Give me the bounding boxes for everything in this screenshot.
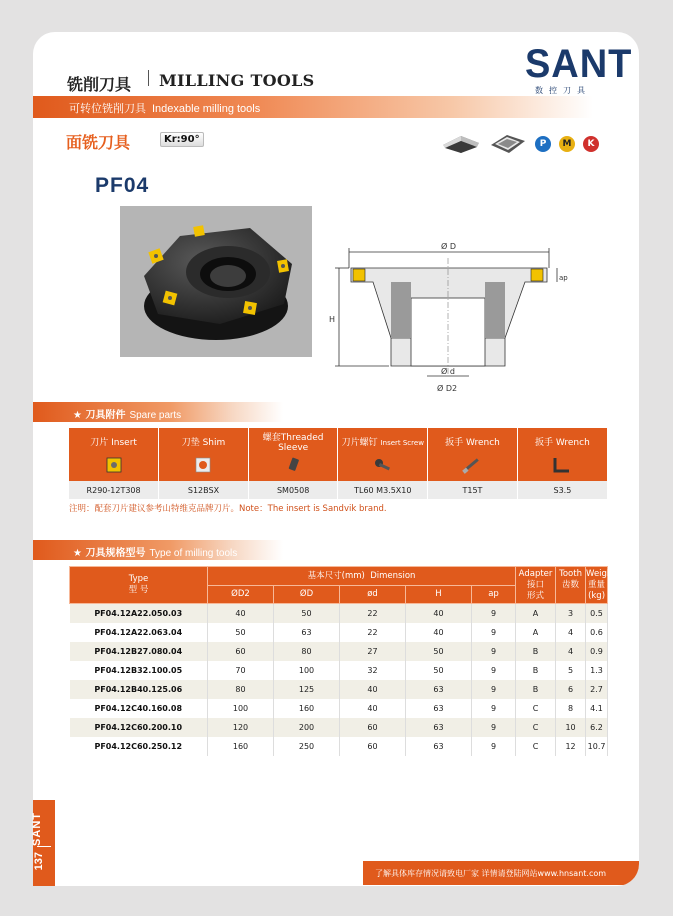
spec-value-cell: B [516, 661, 556, 680]
spec-value-cell: B [516, 680, 556, 699]
insert-note: 注明：配套刀片建议参考山特维克品牌刀片。Note：The insert is Sandvik brand. [69, 504, 387, 514]
footer-contact-text: 了解具体库存情况请致电厂家 详情请登陆网站www.hnsant.com [375, 869, 607, 878]
specs-subheader-bore: ød [340, 586, 406, 604]
header-divider [148, 70, 149, 86]
spec-value-cell: 0.9 [586, 642, 608, 661]
brand-logo-sub: 数控刀具 [535, 86, 591, 95]
spare-value-wrench-1: T15T [428, 481, 518, 499]
spec-value-cell: 0.5 [586, 604, 608, 623]
spec-value-cell: 125 [274, 680, 340, 699]
spare-value-insert: R290-12T308 [69, 481, 159, 499]
spec-value-cell: 160 [208, 737, 274, 756]
spec-value-cell: 5 [556, 661, 586, 680]
table-row [70, 699, 608, 718]
spare-parts-heading-zh: ★ 刀具附件 [73, 410, 126, 421]
spec-value-cell: 12 [556, 737, 586, 756]
spec-type-cell: PF04.12B27.080.04 [70, 642, 208, 661]
product-photo [120, 206, 312, 357]
spec-value-cell: 250 [274, 737, 340, 756]
spec-value-cell: 6 [556, 680, 586, 699]
spec-value-cell: 27 [340, 642, 406, 661]
side-logo: SANT [31, 812, 43, 846]
spec-value-cell: 9 [472, 604, 516, 623]
spec-type-cell: PF04.12C40.160.08 [70, 699, 208, 718]
header-title-en: MILLING TOOLS [159, 71, 315, 90]
insert-shape-icon-1 [441, 133, 481, 155]
spec-value-cell: 40 [208, 604, 274, 623]
spare-parts-heading [73, 406, 181, 421]
specs-subheader-d: ØD [274, 586, 340, 604]
band-text-en: Indexable milling tools [152, 103, 261, 115]
material-m-icon: M [559, 136, 575, 152]
specs-header-weight: Weight 重量 (kg) [586, 567, 608, 604]
dim-ap-label: ap [559, 274, 568, 282]
spare-header-wrench-1: 扳手 Wrench [428, 428, 518, 453]
specs-table [69, 566, 616, 756]
spec-value-cell: 3 [556, 604, 586, 623]
insert-shape-icons [441, 132, 599, 156]
table-row [70, 604, 608, 623]
side-separator [37, 846, 51, 847]
spare-header-sleeve: 螺套Threaded Sleeve [248, 428, 338, 453]
spare-header-shim: 刀垫 Shim [159, 428, 249, 453]
spec-value-cell: 4.1 [586, 699, 608, 718]
spec-value-cell: 50 [208, 623, 274, 642]
dim-D2-label: Ø D2 [437, 384, 458, 393]
spec-value-cell: 63 [406, 718, 472, 737]
table-row [70, 623, 608, 642]
spec-value-cell: 9 [472, 661, 516, 680]
material-k-icon: K [583, 136, 599, 152]
spec-value-cell: 40 [340, 699, 406, 718]
spec-value-cell: 100 [208, 699, 274, 718]
brand-logo [523, 42, 633, 96]
spec-value-cell: 40 [340, 680, 406, 699]
spec-value-cell: 60 [208, 642, 274, 661]
spec-type-cell: PF04.12B40.125.06 [70, 680, 208, 699]
table-row [70, 642, 608, 661]
insert-shape-icon-2 [489, 132, 527, 156]
spec-value-cell: 4 [556, 623, 586, 642]
spec-value-cell: 8 [556, 699, 586, 718]
spec-value-cell: 9 [472, 642, 516, 661]
spec-value-cell: 50 [274, 604, 340, 623]
spec-value-cell: 40 [406, 604, 472, 623]
table-row [70, 718, 608, 737]
spec-value-cell: 70 [208, 661, 274, 680]
spec-value-cell: C [516, 699, 556, 718]
specs-header-adapter: Adapter 接口 形式 [516, 567, 556, 604]
spec-value-cell: 9 [472, 737, 516, 756]
spare-header-wrench-2: 扳手 Wrench [517, 428, 607, 453]
hex-wrench-icon [517, 453, 607, 481]
specs-header-tooth: Tooth 齿数 [556, 567, 586, 604]
spec-value-cell: 32 [340, 661, 406, 680]
spare-header-insert: 刀片 Insert [69, 428, 159, 453]
spec-value-cell: 1.3 [586, 661, 608, 680]
specs-heading-zh: ★ 刀具规格型号 [73, 548, 146, 559]
specs-subheader-h: H [406, 586, 472, 604]
insert-icon [69, 453, 159, 481]
spec-type-cell: PF04.12C60.200.10 [70, 718, 208, 737]
spec-value-cell: 22 [340, 623, 406, 642]
table-row [70, 737, 608, 756]
section-drawing [329, 238, 569, 378]
spec-value-cell: 50 [406, 642, 472, 661]
spec-value-cell: 2.7 [586, 680, 608, 699]
spec-value-cell: 9 [472, 623, 516, 642]
screw-icon [338, 453, 428, 481]
specs-subheader-d2: ØD2 [208, 586, 274, 604]
spec-value-cell: C [516, 718, 556, 737]
specs-subheader-ap: ap [472, 586, 516, 604]
dim-d-label: Ø d [441, 367, 455, 376]
table-row [70, 680, 608, 699]
spec-value-cell: A [516, 604, 556, 623]
spec-value-cell: 100 [274, 661, 340, 680]
spec-value-cell: 0.6 [586, 623, 608, 642]
band-text-zh: 可转位铣削刀具 [69, 102, 146, 115]
spare-value-sleeve: SM0508 [248, 481, 338, 499]
spec-value-cell: 60 [340, 737, 406, 756]
catalog-page [33, 32, 639, 886]
spec-value-cell: 80 [208, 680, 274, 699]
spare-value-wrench-2: S3.5 [517, 481, 607, 499]
spec-value-cell: 9 [472, 718, 516, 737]
sleeve-icon [248, 453, 338, 481]
spec-value-cell: 9 [472, 680, 516, 699]
spare-header-screw: 刀片螺钉 Insert Screw [338, 428, 428, 453]
technical-drawing [329, 238, 569, 393]
spec-value-cell: 63 [406, 680, 472, 699]
spec-value-cell: 80 [274, 642, 340, 661]
cutter-category-title: 面铣刀具 [66, 133, 131, 152]
spec-type-cell: PF04.12A22.063.04 [70, 623, 208, 642]
material-p-icon: P [535, 136, 551, 152]
model-title: PF04 [95, 174, 150, 197]
dim-H-label: H [329, 315, 336, 324]
dim-D-label: Ø D [441, 242, 456, 251]
spec-value-cell: 10 [556, 718, 586, 737]
spec-value-cell: C [516, 737, 556, 756]
spec-value-cell: 63 [406, 737, 472, 756]
specs-header-type: Type 型 号 [70, 567, 208, 604]
table-row [70, 661, 608, 680]
spec-value-cell: 160 [274, 699, 340, 718]
spare-parts-table [69, 428, 607, 499]
spec-value-cell: 50 [406, 661, 472, 680]
spec-type-cell: PF04.12B32.100.05 [70, 661, 208, 680]
spec-type-cell: PF04.12A22.050.03 [70, 604, 208, 623]
spare-value-shim: S12BSX [159, 481, 249, 499]
spec-value-cell: 63 [406, 699, 472, 718]
spec-value-cell: 60 [340, 718, 406, 737]
cutter-render [120, 206, 312, 357]
specs-heading [73, 544, 237, 559]
spec-value-cell: 10.7 [586, 737, 608, 756]
spare-parts-heading-en: Spare parts [129, 410, 182, 421]
page-number: 137 [33, 852, 45, 871]
spec-value-cell: 9 [472, 699, 516, 718]
spare-value-screw: TL60 M3.5X10 [338, 481, 428, 499]
brand-logo-text: SANT [525, 42, 633, 86]
spec-value-cell: 200 [274, 718, 340, 737]
torx-wrench-icon [428, 453, 518, 481]
spec-value-cell: 40 [406, 623, 472, 642]
kr-angle-badge: Kr:90° [160, 132, 204, 147]
spec-value-cell: 6.2 [586, 718, 608, 737]
spec-value-cell: 4 [556, 642, 586, 661]
specs-header-dimension: 基本尺寸(mm) Dimension [208, 567, 516, 586]
spec-type-cell: PF04.12C60.250.12 [70, 737, 208, 756]
spec-value-cell: B [516, 642, 556, 661]
shim-icon [159, 453, 249, 481]
spec-value-cell: 63 [274, 623, 340, 642]
spec-value-cell: A [516, 623, 556, 642]
specs-heading-en: Type of milling tools [149, 548, 238, 559]
spec-value-cell: 120 [208, 718, 274, 737]
spec-value-cell: 22 [340, 604, 406, 623]
category-band-text [69, 100, 260, 116]
header-title-zh: 铣削刀具 [67, 75, 132, 94]
